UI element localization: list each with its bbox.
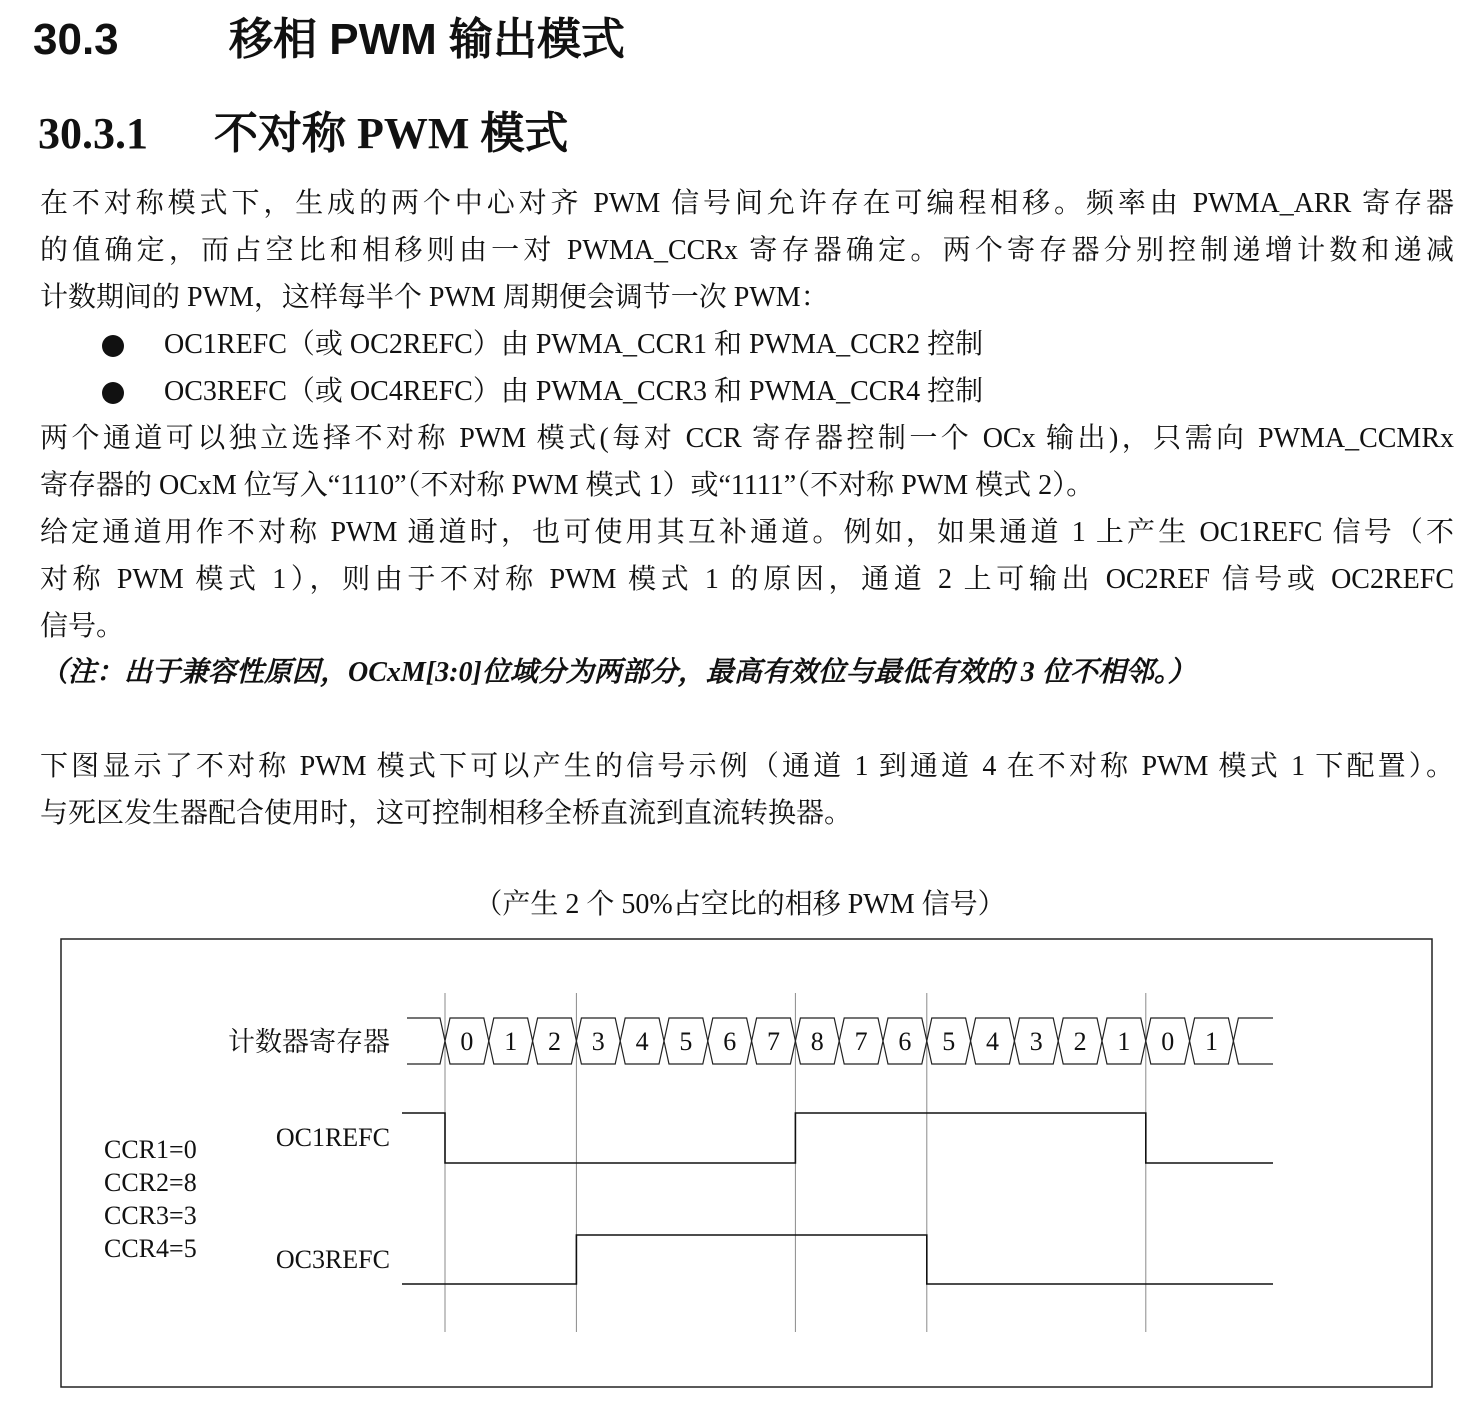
ccr-setting-label: CCR1=0 (104, 1135, 197, 1164)
paragraph-4-line-1: 下图显示了不对称 PWM 模式下可以产生的信号示例（通道 1 到通道 4 在不对称 PWM 模式 1 下配置）。 (40, 751, 1454, 782)
counter-lead-segment (407, 1018, 445, 1064)
counter-value: 7 (854, 1027, 868, 1056)
section-title: 移相 PWM 输出模式 (229, 15, 625, 64)
bullet-item-1: OC1REFC（或 OC2REFC）由 PWMA_CCR1 和 PWMA_CCR2 控制 (164, 329, 984, 360)
oc1refc-label: OC1REFC (275, 1123, 390, 1152)
counter-value: 8 (810, 1027, 824, 1056)
figure-caption: （产生 2 个 50%占空比的相移 PWM 信号） (474, 889, 1006, 920)
paragraph-2-line-1: 两个通道可以独立选择不对称 PWM 模式(每对 CCR 寄存器控制一个 OCx 输出)，只需向 PWMA_CCMRx (40, 423, 1454, 454)
counter-value: 2 (1073, 1027, 1087, 1056)
counter-value: 1 (1117, 1027, 1131, 1056)
counter-value: 1 (504, 1027, 518, 1056)
bullet-item-2: OC3REFC（或 OC4REFC）由 PWMA_CCR3 和 PWMA_CCR4 控制 (164, 376, 984, 407)
paragraph-3-line-3: 信号。 (40, 611, 125, 642)
paragraph-3-line-1: 给定通道用作不对称 PWM 通道时，也可使用其互补通道。例如，如果通道 1 上产生 OC1REFC 信号（不 (40, 517, 1454, 548)
counter-value: 6 (898, 1027, 912, 1056)
counter-value: 7 (767, 1027, 780, 1056)
ccr-setting-label: CCR2=8 (104, 1168, 197, 1197)
paragraph-1-line-1: 在不对称模式下，生成的两个中心对齐 PWM 信号间允许存在可编程相移。频率由 PWMA_ARR 寄存器 (40, 188, 1454, 219)
counter-value: 1 (1205, 1027, 1218, 1056)
counter-value: 2 (548, 1027, 561, 1056)
paragraph-1-line-3: 计数期间的 PWM，这样每半个 PWM 周期便会调节一次 PWM： (40, 282, 829, 313)
paragraph-2-line-2: 寄存器的 OCxM 位写入“1110”（不对称 PWM 模式 1）或“1111”（不对称 PWM 模式 2）。 (40, 470, 1095, 501)
oc3refc-label: OC3REFC (275, 1245, 390, 1274)
oc1refc-waveform (402, 1113, 1273, 1163)
counter-value: 0 (460, 1027, 474, 1056)
paragraph-1-line-2: 的值确定，而占空比和相移则由一对 PWMA_CCRx 寄存器确定。两个寄存器分别控制递增计数和递减 (40, 235, 1454, 266)
counter-value: 6 (723, 1027, 737, 1056)
counter-value: 4 (986, 1027, 999, 1056)
counter-tail-segment (1233, 1018, 1273, 1064)
counter-value: 4 (635, 1027, 649, 1056)
note: （注：出于兼容性原因，OCxM[3:0]位域分为两部分，最高有效位与最低有效的 3 位不相邻。） (40, 657, 1196, 688)
counter-value: 5 (679, 1027, 693, 1056)
oc3refc-waveform (402, 1235, 1273, 1284)
paragraph-4-line-2: 与死区发生器配合使用时，这可控制相移全桥直流到直流转换器。 (40, 798, 853, 829)
counter-register-label: 计数器寄存器 (228, 1027, 390, 1057)
ccr-setting-label: CCR3=3 (104, 1201, 197, 1230)
subsection-number: 30.3.1 (38, 109, 148, 158)
counter-value: 3 (591, 1027, 605, 1056)
subsection-title: 不对称 PWM 模式 (214, 109, 569, 158)
counter-value: 0 (1161, 1027, 1175, 1056)
ccr-setting-label: CCR4=5 (104, 1234, 197, 1263)
counter-value: 5 (942, 1027, 956, 1056)
paragraph-3-line-2: 对称 PWM 模式 1），则由于不对称 PWM 模式 1 的原因，通道 2 上可输出 OC2REF 信号或 OC2REFC (40, 564, 1454, 595)
section-number: 30.3 (33, 15, 119, 64)
counter-value: 3 (1029, 1027, 1043, 1056)
